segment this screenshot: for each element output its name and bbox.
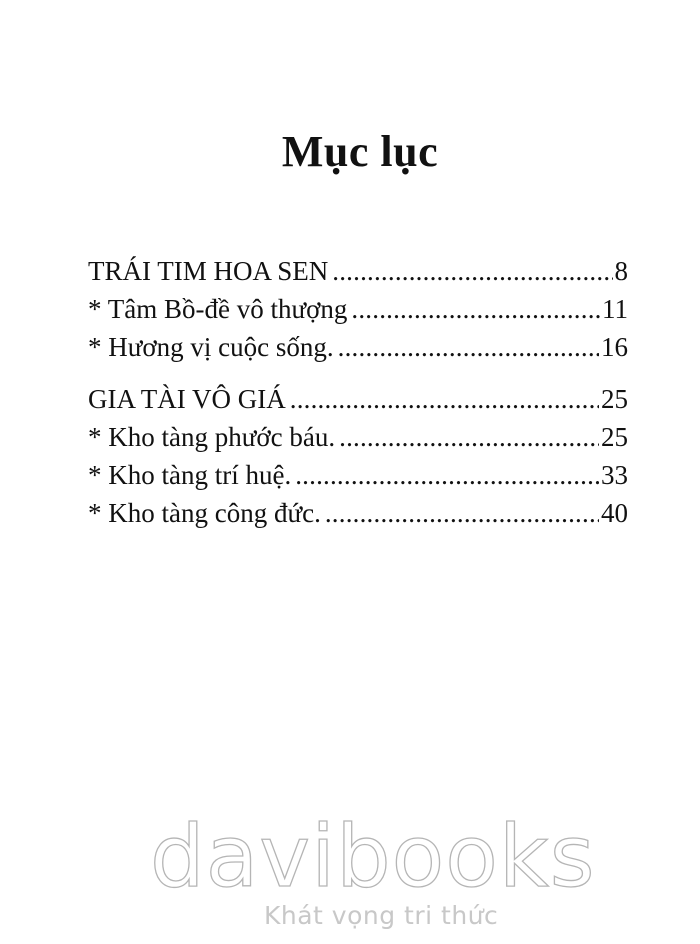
toc-dot-leader: [338, 328, 599, 366]
toc-entry-label: * Kho tàng phước báu.: [88, 422, 336, 452]
toc-dot-leader: [351, 290, 600, 328]
toc-subentry: [88, 418, 628, 456]
toc-entry-page: 8: [614, 256, 628, 286]
toc-section-entry: [88, 252, 628, 290]
toc-dot-leader: [325, 494, 599, 532]
toc-entry-page: 40: [601, 498, 628, 528]
toc-subentry: [88, 494, 628, 532]
watermark-brand: davibooks: [150, 807, 596, 907]
toc-entry-page: 11: [602, 294, 628, 324]
toc-entry-label: * Kho tàng công đức.: [88, 498, 321, 528]
watermark-tagline: Khát vọng tri thức: [264, 901, 499, 930]
table-of-contents: [88, 252, 628, 532]
toc-entry-page: 25: [601, 384, 628, 414]
toc-dot-leader: [332, 252, 612, 290]
toc-entry-label: GIA TÀI VÔ GIÁ: [88, 384, 286, 414]
toc-dot-leader: [290, 380, 599, 418]
toc-entry-label: * Kho tàng trí huệ.: [88, 460, 292, 490]
section-gap: [88, 366, 628, 380]
toc-entry-page: 33: [601, 460, 628, 490]
toc-entry-page: 25: [601, 422, 628, 452]
toc-entry-label: * Hương vị cuộc sống.: [88, 332, 334, 362]
toc-section-entry: [88, 380, 628, 418]
toc-dot-leader: [295, 456, 599, 494]
toc-dot-leader: [339, 418, 599, 456]
toc-entry-label: * Tâm Bồ-đề vô thượng: [88, 294, 348, 324]
toc-entry-page: 16: [601, 332, 628, 362]
toc-subentry: [88, 290, 628, 328]
toc-subentry: [88, 456, 628, 494]
page-title: Mục lục: [281, 127, 439, 176]
toc-subentry: [88, 328, 628, 366]
toc-entry-label: TRÁI TIM HOA SEN: [88, 256, 329, 286]
